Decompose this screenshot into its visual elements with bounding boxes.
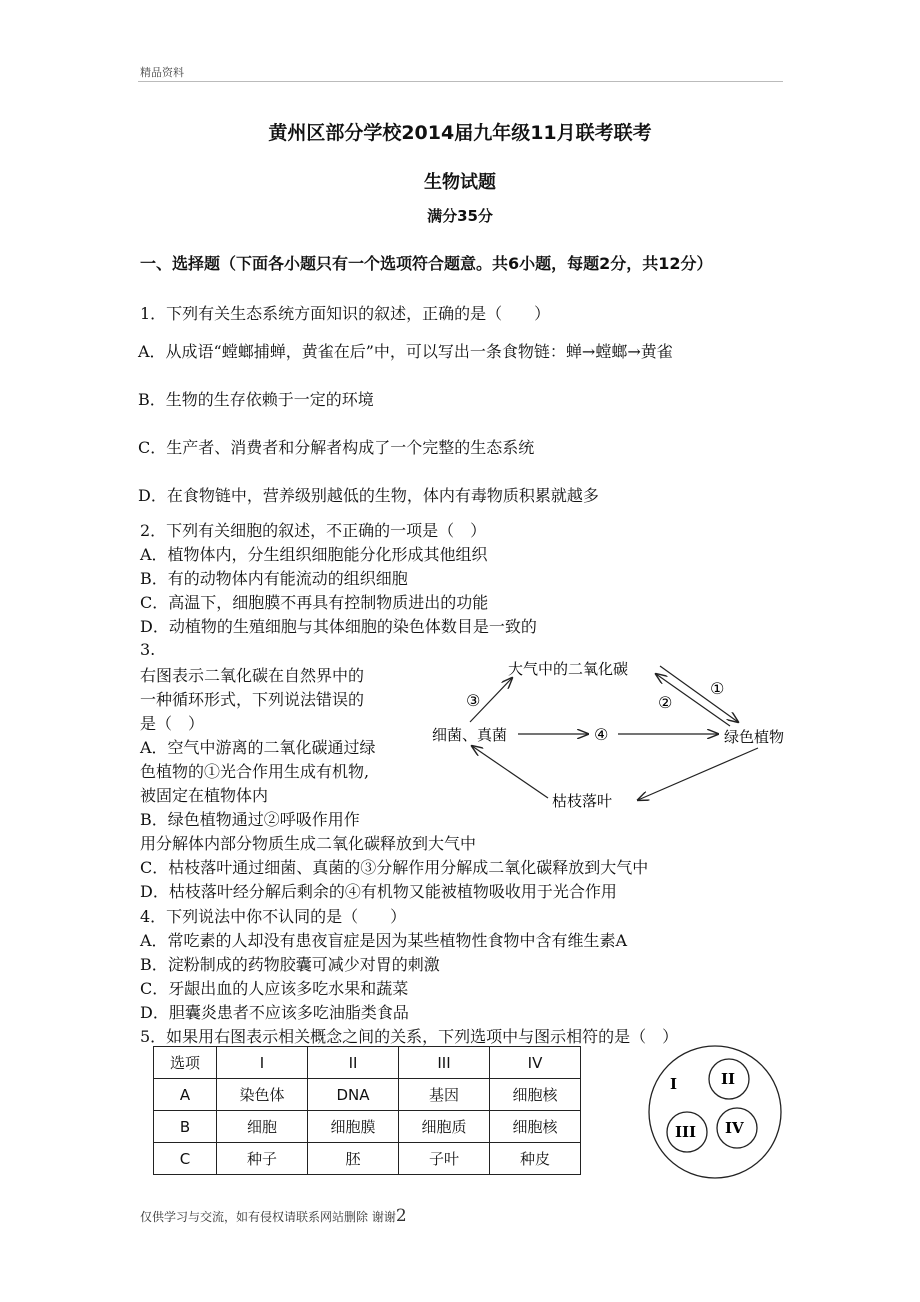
- label-4: ④: [594, 725, 609, 744]
- table-cell: 细胞核: [490, 1111, 581, 1143]
- q3-stem-line3: 是（ ）: [140, 714, 205, 733]
- table-cell: 细胞: [217, 1111, 308, 1143]
- node-atmosphere-co2: 大气中的二氧化碳: [508, 660, 629, 678]
- table-cell: A: [154, 1079, 217, 1111]
- table-cell: 染色体: [217, 1079, 308, 1111]
- q5-options-table: [153, 1046, 581, 1175]
- page-number: 2: [395, 1206, 407, 1226]
- table-row: [154, 1143, 581, 1175]
- table-cell: 基因: [399, 1079, 490, 1111]
- table-cell: C: [154, 1143, 217, 1175]
- exam-title: 黄州区部分学校2014届九年级11月联考联考: [268, 122, 652, 144]
- table-cell: 细胞膜: [308, 1111, 399, 1143]
- table-cell: 细胞核: [490, 1079, 581, 1111]
- q4-option-b: B．淀粉制成的药物胶囊可减少对胃的刺激: [140, 955, 440, 974]
- q3-option-b-line2: 用分解体内部分物质生成二氧化碳释放到大气中: [140, 834, 477, 853]
- q1-stem: 1．下列有关生态系统方面知识的叙述，正确的是（ ）: [140, 304, 551, 323]
- footer-text: 仅供学习与交流，如有侵权请联系网站删除 谢谢: [140, 1210, 396, 1224]
- q3-stem-line1: 右图表示二氧化碳在自然界中的: [140, 666, 365, 685]
- label-ii: II: [721, 1070, 736, 1088]
- label-iii: III: [675, 1123, 697, 1141]
- q2-stem: 2．下列有关细胞的叙述，不正确的一项是（ ）: [140, 521, 487, 540]
- q5-stem: 5．如果用右图表示相关概念之间的关系，下列选项中与图示相符的是（ ）: [140, 1027, 679, 1046]
- label-2: ②: [658, 693, 673, 712]
- table-cell: II: [308, 1047, 399, 1079]
- q1-option-b: B．生物的生存依赖于一定的环境: [138, 390, 374, 409]
- q3-option-c: C．枯枝落叶通过细菌、真菌的③分解作用分解成二氧化碳释放到大气中: [140, 858, 649, 877]
- q3-option-a-line3: 被固定在植物体内: [140, 786, 269, 805]
- total-score: 满分35分: [427, 207, 493, 225]
- node-fallen-leaves: 枯枝落叶: [552, 792, 613, 810]
- outer-circle: [649, 1046, 781, 1178]
- q3-option-b-line1: B．绿色植物通过②呼吸作用作: [140, 810, 360, 829]
- table-cell: 种子: [217, 1143, 308, 1175]
- q2-option-a: A．植物体内，分生组织细胞能分化形成其他组织: [140, 545, 488, 564]
- table-cell: I: [217, 1047, 308, 1079]
- arrow-to-bacteria: [472, 746, 548, 798]
- q3-option-d: D．枯枝落叶经分解后剩余的④有机物又能被植物吸收用于光合作用: [140, 882, 617, 901]
- q1-option-a: A．从成语“螳螂捕蝉，黄雀在后”中，可以写出一条食物链：蝉→螳螂→黄雀: [138, 342, 673, 361]
- q2-option-b: B．有的动物体内有能流动的组织细胞: [140, 569, 408, 588]
- q2-option-d: D．动植物的生殖细胞与其体细胞的染色体数目是一致的: [140, 617, 537, 636]
- arrow-to-litter: [638, 748, 758, 800]
- table-header-row: [154, 1047, 581, 1079]
- table-cell: 种皮: [490, 1143, 581, 1175]
- q3-option-a-line1: A．空气中游离的二氧化碳通过绿: [140, 738, 376, 757]
- label-i: I: [670, 1075, 678, 1093]
- section-heading: 一、选择题（下面各小题只有一个选项符合题意。共6小题，每题2分，共12分）: [140, 254, 713, 273]
- node-green-plants: 绿色植物: [724, 728, 785, 746]
- q3-stem-line2: 一种循环形式，下列说法错误的: [140, 690, 365, 709]
- table-cell: DNA: [308, 1079, 399, 1111]
- node-bacteria-fungi: 细菌、真菌: [432, 726, 508, 744]
- q1-option-c: C．生产者、消费者和分解者构成了一个完整的生态系统: [138, 438, 535, 457]
- label-1: ①: [710, 679, 725, 698]
- label-iv: IV: [725, 1119, 744, 1137]
- table-cell: B: [154, 1111, 217, 1143]
- subject-title: 生物试题: [424, 172, 496, 193]
- header-divider: [138, 81, 783, 82]
- table-cell: 细胞质: [399, 1111, 490, 1143]
- q4-option-a: A．常吃素的人却没有患夜盲症是因为某些植物性食物中含有维生素A: [140, 931, 628, 950]
- label-3: ③: [466, 691, 481, 710]
- table-cell: 子叶: [399, 1143, 490, 1175]
- q3-number: 3.: [140, 640, 156, 659]
- q1-option-d: D．在食物链中，营养级别越低的生物，体内有毒物质积累就越多: [138, 486, 599, 505]
- footer: [140, 1206, 407, 1226]
- table-cell: III: [399, 1047, 490, 1079]
- table-cell: 选项: [154, 1047, 217, 1079]
- table-cell: IV: [490, 1047, 581, 1079]
- q4-option-d: D．胆囊炎患者不应该多吃油脂类食品: [140, 1003, 409, 1022]
- q4-stem: 4．下列说法中你不认同的是（ ）: [140, 907, 407, 926]
- concept-venn-diagram: [646, 1044, 786, 1180]
- q3-option-a-line2: 色植物的①光合作用生成有机物,: [140, 762, 370, 781]
- q4-option-c: C．牙龈出血的人应该多吃水果和蔬菜: [140, 979, 409, 998]
- header-label: 精品资料: [140, 66, 184, 79]
- table-row: [154, 1079, 581, 1111]
- carbon-cycle-diagram: [420, 652, 810, 817]
- table-cell: 胚: [308, 1143, 399, 1175]
- q2-option-c: C．高温下，细胞膜不再具有控制物质进出的功能: [140, 593, 489, 612]
- table-row: [154, 1111, 581, 1143]
